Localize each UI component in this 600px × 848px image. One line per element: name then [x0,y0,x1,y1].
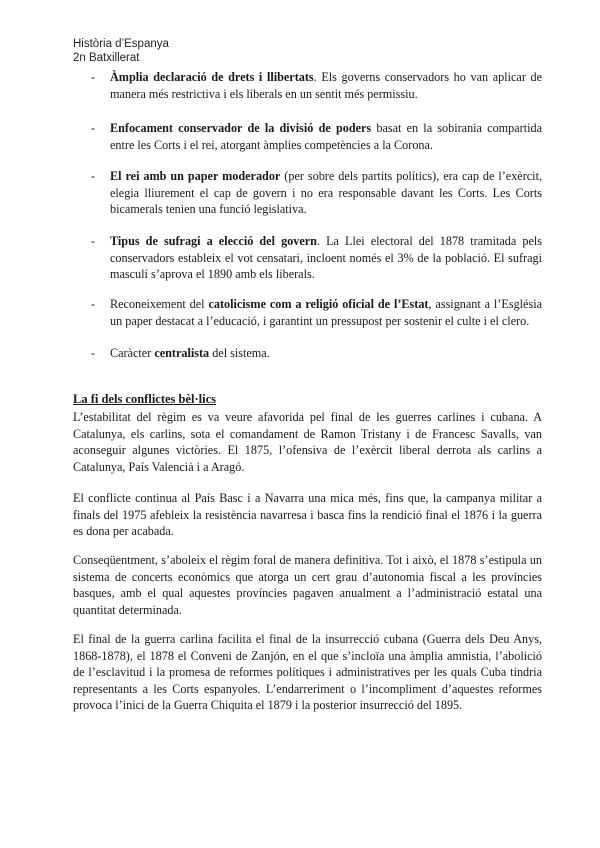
bullet-marker: - [91,234,96,248]
bullet-marker: - [91,297,96,311]
page-header [73,37,169,65]
list-item [110,120,542,153]
paragraph: Conseqüentment, s’aboleix el règim foral de manera definitiva. Tot i això, el 1878 s’estipula un sistema de concerts econòmics que atorga un cert grau d’autonomia fiscal a les províncies basques, amb el qual aquestes províncies pagaven anualment a l’administració estatal una quantitat determinada. [73,553,542,617]
list-item [110,69,542,102]
list-item-bold: Àmplia declaració de drets i llibertats [110,70,314,84]
paragraph: L’estabilitat del règim es va veure afavorida pel final de les guerres carlines i cubana. A Catalunya, els carlins, sota el comandament de Ramon Tristany i de Francesc Savalls, van aconseguir algunes victòries. El 1875, l’ofensiva de l’exèrcit liberal derrota als carlins a Catalunya, País Valencià i a Aragó. [73,410,542,474]
paragraph: El conflicte continua al País Basc i a Navarra una mica més, fins que, la campanya militar a finals del 1975 afebleix la resistència navarresa i basca fins la rendició final el 1876 i la guerra es dona per acabada. [73,491,542,538]
list-item-bold: Enfocament conservador de la divisió de poders [110,121,372,135]
list-item-bold: centralista [154,346,210,360]
list-item-bold: El rei amb un paper moderador [110,169,281,183]
list-item-text: Reconeixement del [110,297,209,311]
list-item [110,233,542,283]
bullet-marker: - [91,169,96,183]
header-subject: Història d’Espanya [73,38,169,50]
bullet-marker: - [91,121,96,135]
list-item-text: Caràcter [110,346,155,360]
list-item [110,296,542,329]
list-item [110,345,542,362]
list-item-text: , assignant a l’Església un paper destacat a l’educació, i garantint un pressupost per sostenir el culte i el clero. [110,297,542,328]
list-item-text: (per sobre dels partits polítics), era cap de l’exèrcit, elegia lliurement el cap de govern i no era responsable davant les Corts. Les Corts bicamerals tenien una funció legislativa. [110,169,543,216]
list-item-text: . Els governs conservadors ho van aplicar de manera més restrictiva i els liberals en un sentit més permissiu. [110,70,543,101]
list-item-text: . La Llei electoral del 1878 tramitada pels conservadors estableix el vot censatari, incloent només el 3% de la població. El sufragi masculí s’aprova el 1890 amb els liberals. [110,234,542,281]
list-item-bold: catolicisme com a religió oficial de l’Estat [208,297,429,311]
list-item-bold: Tipus de sufragi a elecció del govern [110,234,317,248]
header-course: 2n Batxillerat [73,52,140,64]
list-item [110,168,542,218]
bullet-marker: - [91,346,96,360]
paragraph: El final de la guerra carlina facilita el final de la insurrecció cubana (Guerra dels Deu Anys, 1868-1878), el 1878 el Conveni de Zanjón, en el que s’incloïa una àmplia amnistia, l’abolició de l’esclavitud i la promesa de reformes polítiques i administratives per les quals Cuba tindria representants a les Corts espanyoles. L’endarreriment o l’incompliment d’aquestes reformes provoca l’inici de la Guerra Chiquita el 1879 i la posterior insurrecció del 1895. [73,632,542,712]
section-heading: La fi dels conflictes bèl·lics [73,392,217,406]
list-item-text: basat en la sobirania compartida entre les Corts i el rei, atorgant àmplies competències a la Corona. [110,121,542,152]
bullet-marker: - [91,70,96,84]
list-item-text: del sistema. [209,346,270,360]
